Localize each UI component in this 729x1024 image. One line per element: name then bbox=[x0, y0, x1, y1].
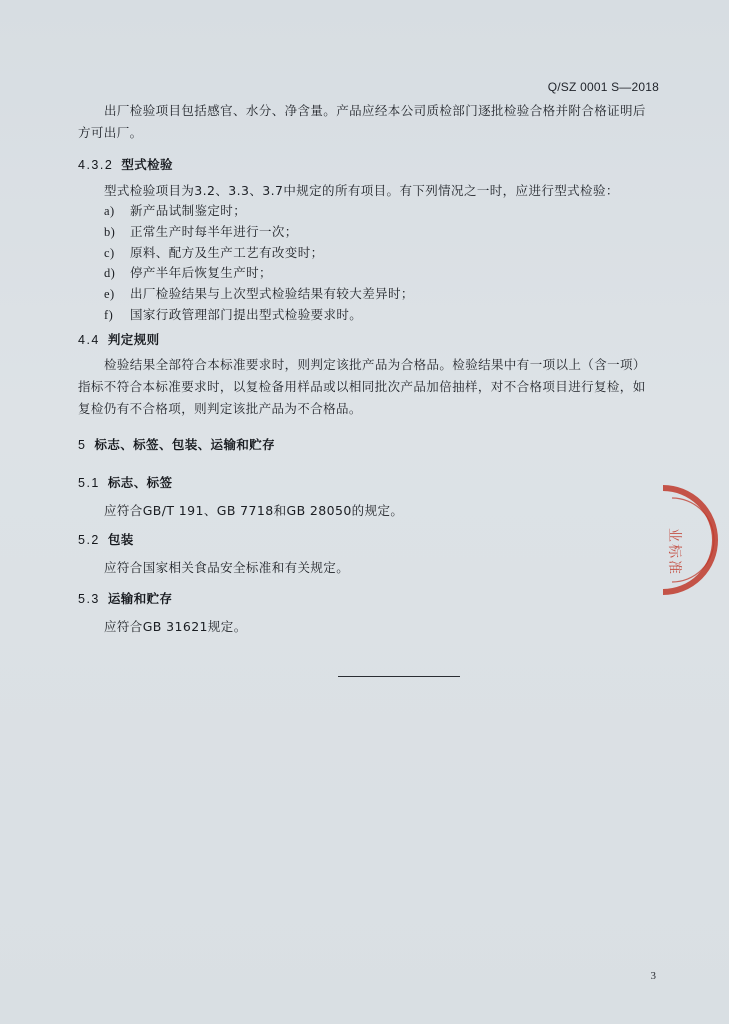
heading-number: 5.2 bbox=[78, 533, 100, 547]
end-of-document-rule bbox=[338, 676, 460, 677]
list-item-text: 出厂检验结果与上次型式检验结果有较大差异时； bbox=[130, 286, 414, 302]
labeling-requirement: 应符合GB/T 191、GB 7718和GB 28050的规定。 bbox=[104, 503, 404, 518]
outgoing-inspection-paragraph: 出厂检验项目包括感官、水分、净含量。产品应经本公司质检部门逐批检验合格并附合格证明后方可出厂。 bbox=[78, 103, 646, 140]
heading-5 bbox=[78, 435, 275, 453]
list-item bbox=[104, 284, 414, 305]
transport-storage-requirement: 应符合GB 31621规定。 bbox=[104, 619, 247, 634]
list-marker: d) bbox=[104, 266, 116, 281]
heading-5-2 bbox=[78, 530, 134, 548]
page-number: 3 bbox=[650, 970, 656, 982]
packaging-requirement: 应符合国家相关食品安全标准和有关规定。 bbox=[104, 560, 350, 575]
heading-title: 运输和贮存 bbox=[107, 591, 173, 606]
heading-title: 型式检验 bbox=[121, 157, 173, 172]
heading-5-3 bbox=[78, 589, 172, 607]
list-marker: e) bbox=[104, 287, 115, 302]
heading-number: 5.1 bbox=[78, 476, 100, 490]
list-marker: b) bbox=[104, 224, 116, 239]
heading-5-1 bbox=[78, 473, 172, 491]
heading-4-4 bbox=[78, 330, 160, 348]
heading-title: 标志、标签 bbox=[107, 475, 173, 490]
svg-text:标: 标 bbox=[666, 544, 682, 558]
heading-number: 4.3.2 bbox=[78, 158, 114, 172]
list-item-text: 国家行政管理部门提出型式检验要求时。 bbox=[130, 306, 363, 322]
list-item bbox=[104, 222, 414, 243]
list-marker: c) bbox=[104, 245, 115, 260]
svg-text:业: 业 bbox=[666, 528, 682, 542]
heading-title: 包装 bbox=[107, 532, 134, 547]
list-item bbox=[104, 201, 414, 222]
list-item-text: 原料、配方及生产工艺有改变时； bbox=[130, 244, 324, 260]
list-marker: a) bbox=[104, 204, 115, 218]
heading-number: 5 bbox=[78, 438, 87, 452]
list-item-text: 停产半年后恢复生产时； bbox=[130, 265, 272, 281]
list-marker: f) bbox=[104, 307, 114, 322]
list-item bbox=[104, 305, 414, 326]
type-inspection-intro: 型式检验项目为3.2、3.3、3.7中规定的所有项目。有下列情况之一时，应进行型式检验： bbox=[104, 183, 619, 198]
list-item bbox=[104, 263, 414, 284]
heading-4-3-2 bbox=[78, 155, 173, 173]
type-inspection-conditions-list bbox=[104, 201, 414, 326]
list-item-text: 正常生产时每半年进行一次； bbox=[130, 223, 298, 239]
svg-text:准: 准 bbox=[666, 560, 682, 574]
heading-title: 判定规则 bbox=[107, 332, 160, 347]
heading-number: 5.3 bbox=[78, 592, 100, 606]
heading-title: 标志、标签、包装、运输和贮存 bbox=[94, 437, 276, 452]
heading-number: 4.4 bbox=[78, 333, 100, 347]
standard-number: Q/SZ 0001 S—2018 bbox=[547, 80, 659, 94]
list-item-text: 新产品试制鉴定时； bbox=[130, 203, 247, 218]
list-item bbox=[104, 243, 414, 264]
red-seal-stamp bbox=[648, 480, 729, 600]
judgement-rules-paragraph: 检验结果全部符合本标准要求时，则判定该批产品为合格品。检验结果中有一项以上（含一项）指标不符合本标准要求时，以复检备用样品或以相同批次产品加倍抽样，对不合格项目进行复检，如复检仍有不合格项，则判定该批产品为不合格品。 bbox=[78, 357, 646, 416]
